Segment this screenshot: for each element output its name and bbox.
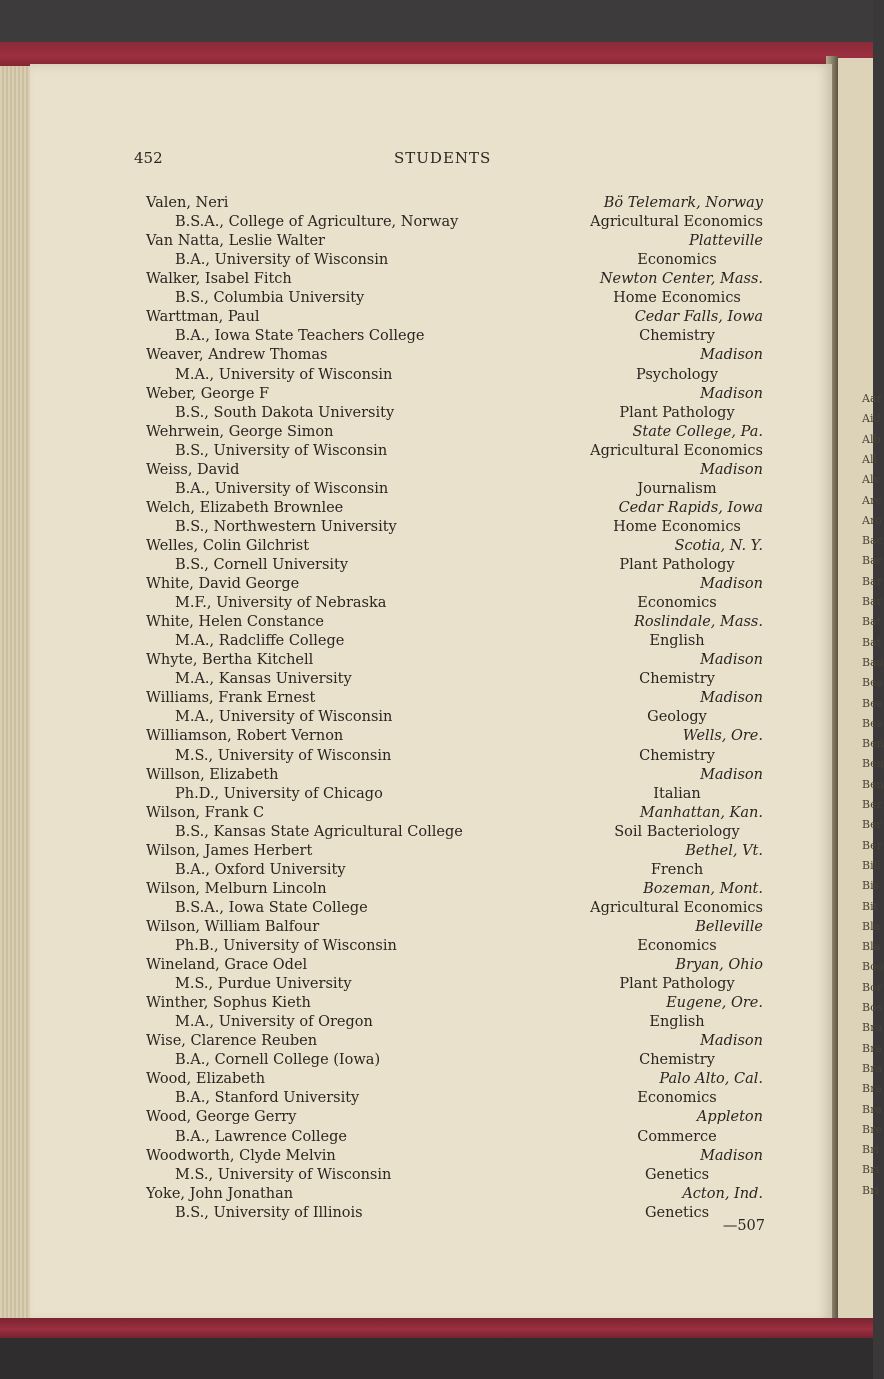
facing-page-word: Bra — [862, 1041, 882, 1055]
running-count: —507 — [722, 1218, 765, 1234]
student-field: Plant Pathology — [619, 557, 735, 573]
student-hometown: Madison — [700, 766, 763, 783]
student-degree: M.S., University of Wisconsin — [175, 747, 392, 764]
student-name: Weaver, Andrew Thomas — [146, 347, 328, 364]
student-field: Economics — [637, 595, 717, 611]
student-name: White, David George — [146, 576, 300, 592]
student-hometown: Madison — [700, 652, 763, 669]
student-field: Geology — [647, 709, 707, 726]
student-field: Economics — [637, 1090, 717, 1107]
student-hometown: Madison — [700, 461, 763, 478]
student-name: Valen, Neri — [146, 195, 229, 211]
student-degree: B.A., Iowa State Teachers College — [175, 328, 425, 345]
student-degree: B.A., Lawrence College — [175, 1128, 347, 1145]
student-field: Commerce — [637, 1128, 717, 1145]
facing-page-word: Bea — [862, 696, 884, 710]
student-degree: B.S., Columbia University — [175, 290, 365, 307]
student-name: Walker, Isabel Fitch — [146, 271, 292, 288]
student-degree: B.A., Oxford University — [175, 861, 346, 878]
student-degree: M.F., University of Nebraska — [175, 595, 387, 611]
student-degree: B.S., Kansas State Agricultural College — [175, 823, 463, 840]
student-field: Agricultural Economics — [590, 214, 763, 231]
student-degree: B.S.A., Iowa State College — [175, 899, 368, 916]
student-name: Williamson, Robert Vernon — [146, 728, 344, 745]
facing-page-word: Bat — [862, 635, 882, 649]
facing-page-word: Bar — [862, 595, 882, 608]
facing-page-word: Bra — [862, 1061, 882, 1075]
student-name: Wilson, James Herbert — [146, 842, 313, 859]
facing-page-word: Bau — [862, 655, 884, 669]
student-hometown: Scotia, N. Y. — [674, 537, 763, 554]
student-hometown: Madison — [700, 1147, 763, 1164]
student-hometown: Madison — [700, 347, 763, 364]
student-name: Wehrwein, George Simon — [146, 423, 334, 440]
facing-page-word: Bat — [862, 615, 882, 629]
student-field: Genetics — [644, 1204, 710, 1221]
student-field: Soil Bacteriology — [614, 823, 740, 840]
student-field: Italian — [653, 785, 701, 802]
facing-page-word: Ben — [862, 737, 884, 751]
student-name: Wilson, Frank C — [146, 804, 265, 821]
student-degree: Ph.D., University of Chicago — [175, 785, 383, 802]
student-name: Wilson, Melburn Lincoln — [146, 880, 327, 897]
student-degree: B.A., University of Wisconsin — [175, 480, 389, 497]
student-field: Plant Pathology — [619, 976, 735, 993]
facing-page-word: Ben — [862, 757, 884, 771]
student-name: Whyte, Bertha Kitchell — [146, 652, 314, 669]
facing-page-word: Aro — [862, 513, 882, 527]
facing-page-word: Bla — [862, 919, 881, 933]
facing-page-word: Bac — [862, 534, 883, 548]
facing-page-word: Bac — [862, 554, 883, 568]
student-field: Chemistry — [639, 747, 715, 764]
student-name: Welch, Elizabeth Brownlee — [146, 499, 344, 516]
student-degree: B.A., Cornell College (Iowa) — [175, 1052, 381, 1069]
facing-page-word: Bra — [862, 1021, 882, 1035]
student-hometown: Bryan, Ohio — [675, 957, 763, 973]
student-degree: M.S., University of Wisconsin — [175, 1166, 392, 1183]
facing-page-word: Bla — [862, 940, 881, 954]
student-degree: B.S., South Dakota University — [175, 404, 395, 421]
student-field: French — [650, 861, 704, 878]
student-degree: B.S.A., College of Agriculture, Norway — [175, 214, 459, 231]
facing-page-edge — [838, 58, 873, 1328]
facing-page-word: Boo — [862, 960, 884, 974]
scan-background-bottom — [0, 1338, 873, 1379]
student-degree: B.A., University of Wisconsin — [175, 252, 389, 269]
student-field: Agricultural Economics — [590, 442, 763, 459]
student-degree: M.A., Kansas University — [175, 671, 352, 688]
student-degree: Ph.B., University of Wisconsin — [175, 938, 397, 954]
student-degree: M.A., University of Oregon — [175, 1014, 373, 1031]
student-name: Willson, Elizabeth — [146, 766, 279, 783]
student-hometown: Cedar Falls, Iowa — [634, 309, 763, 326]
student-name: Winther, Sophus Kieth — [146, 995, 311, 1012]
student-name: Williams, Frank Ernest — [146, 690, 316, 707]
student-hometown: State College, Pa. — [632, 423, 763, 440]
facing-page-word: Bra — [862, 1082, 882, 1096]
facing-page-word: Bri — [862, 1183, 879, 1197]
student-hometown: Belleville — [695, 918, 763, 935]
student-field: Genetics — [644, 1166, 710, 1183]
facing-page-word: Alv — [862, 473, 880, 487]
student-degree: B.S., University of Wisconsin — [175, 442, 388, 459]
facing-page-word: Bit — [862, 899, 879, 913]
student-name: Wineland, Grace Odel — [146, 957, 308, 973]
facing-page-word: Bar — [862, 574, 882, 588]
facing-page-word: Bea — [862, 716, 884, 730]
student-name: Woodworth, Clyde Melvin — [146, 1147, 336, 1164]
student-name: Van Natta, Leslie Walter — [146, 233, 325, 250]
student-name: Welles, Colin Gilchrist — [146, 537, 310, 554]
student-degree: M.A., University of Wisconsin — [175, 709, 393, 726]
page-number: 452 — [134, 149, 163, 167]
student-field: Chemistry — [639, 671, 715, 688]
facing-page-word: Arc — [862, 493, 882, 507]
student-hometown: Bozeman, Mont. — [643, 880, 763, 897]
student-degree: B.A., Stanford University — [175, 1090, 360, 1107]
facing-page-word: Bri — [862, 1163, 879, 1177]
student-hometown: Wells, Ore. — [682, 728, 763, 745]
student-field: English — [649, 1014, 705, 1031]
student-degree: B.S., Cornell University — [175, 557, 349, 573]
student-field: Economics — [637, 252, 717, 269]
student-name: Weiss, David — [146, 461, 240, 478]
student-hometown: Appleton — [696, 1109, 763, 1126]
page-stack-edge — [0, 66, 34, 1322]
student-degree: M.S., Purdue University — [175, 976, 352, 993]
student-name: Weber, George F — [146, 385, 270, 402]
book-cover-binding-bottom — [0, 1318, 873, 1340]
facing-page-word: Bri — [862, 1143, 879, 1157]
student-hometown: Eugene, Ore. — [666, 995, 763, 1012]
student-hometown: Manhattan, Kan. — [639, 804, 763, 821]
student-field: Plant Pathology — [619, 404, 735, 421]
facing-page-word: Ber — [862, 818, 882, 832]
student-name: Wise, Clarence Reuben — [146, 1033, 318, 1050]
facing-page-word: Bis — [862, 879, 880, 893]
student-hometown: Madison — [700, 690, 763, 707]
student-field: English — [649, 633, 705, 650]
student-field: Journalism — [637, 480, 717, 497]
page-title: STUDENTS — [394, 149, 492, 167]
facing-page-word: Bill — [862, 858, 881, 872]
facing-page-word: Bor — [862, 980, 882, 994]
facing-page-word: Alb — [862, 432, 881, 446]
student-hometown: Newton Center, Mass. — [599, 271, 763, 288]
student-degree: M.A., Radcliffe College — [175, 633, 345, 650]
student-hometown: Roslindale, Mass. — [633, 614, 763, 631]
facing-page-word: Bea — [862, 676, 884, 690]
student-name: Wood, George Gerry — [146, 1109, 297, 1126]
facing-page-word: Bra — [862, 1102, 882, 1116]
facing-page-word: Bre — [862, 1122, 882, 1136]
facing-page-word: Bos — [862, 1001, 883, 1014]
student-hometown: Madison — [700, 1033, 763, 1050]
scan-background-top — [0, 0, 873, 44]
facing-page-word: All — [862, 452, 877, 466]
student-field: Chemistry — [639, 1052, 715, 1069]
student-hometown: Madison — [700, 385, 763, 402]
facing-page-word: Ber — [862, 838, 882, 852]
student-field: Chemistry — [639, 328, 715, 345]
student-name: Warttman, Paul — [146, 309, 260, 326]
student-field: Home Economics — [613, 290, 741, 307]
student-name: Wilson, William Balfour — [146, 918, 320, 935]
student-degree: B.S., Northwestern University — [175, 518, 397, 535]
facing-page-word: Aar — [862, 392, 882, 405]
student-hometown: Platteville — [689, 233, 763, 250]
student-field: Agricultural Economics — [590, 899, 763, 916]
student-degree: M.A., University of Wisconsin — [175, 366, 393, 383]
student-name: Wood, Elizabeth — [146, 1071, 266, 1088]
student-hometown: Cedar Rapids, Iowa — [618, 499, 763, 516]
facing-page-word: Ben — [862, 777, 884, 791]
student-hometown: Palo Alto, Cal. — [659, 1071, 763, 1088]
student-field: Psychology — [635, 366, 719, 383]
student-hometown: Madison — [700, 576, 763, 592]
student-name: White, Helen Constance — [146, 614, 325, 631]
facing-page-word: Aid — [862, 412, 881, 426]
student-field: Economics — [637, 938, 717, 954]
student-hometown: Bö Telemark, Norway — [603, 195, 763, 211]
facing-page-word: Ber — [862, 798, 882, 811]
student-hometown: Bethel, Vt. — [685, 842, 763, 859]
student-name: Yoke, John Jonathan — [146, 1185, 294, 1202]
student-hometown: Acton, Ind. — [682, 1185, 763, 1202]
student-field: Home Economics — [613, 518, 741, 535]
student-degree: B.S., University of Illinois — [175, 1204, 363, 1221]
